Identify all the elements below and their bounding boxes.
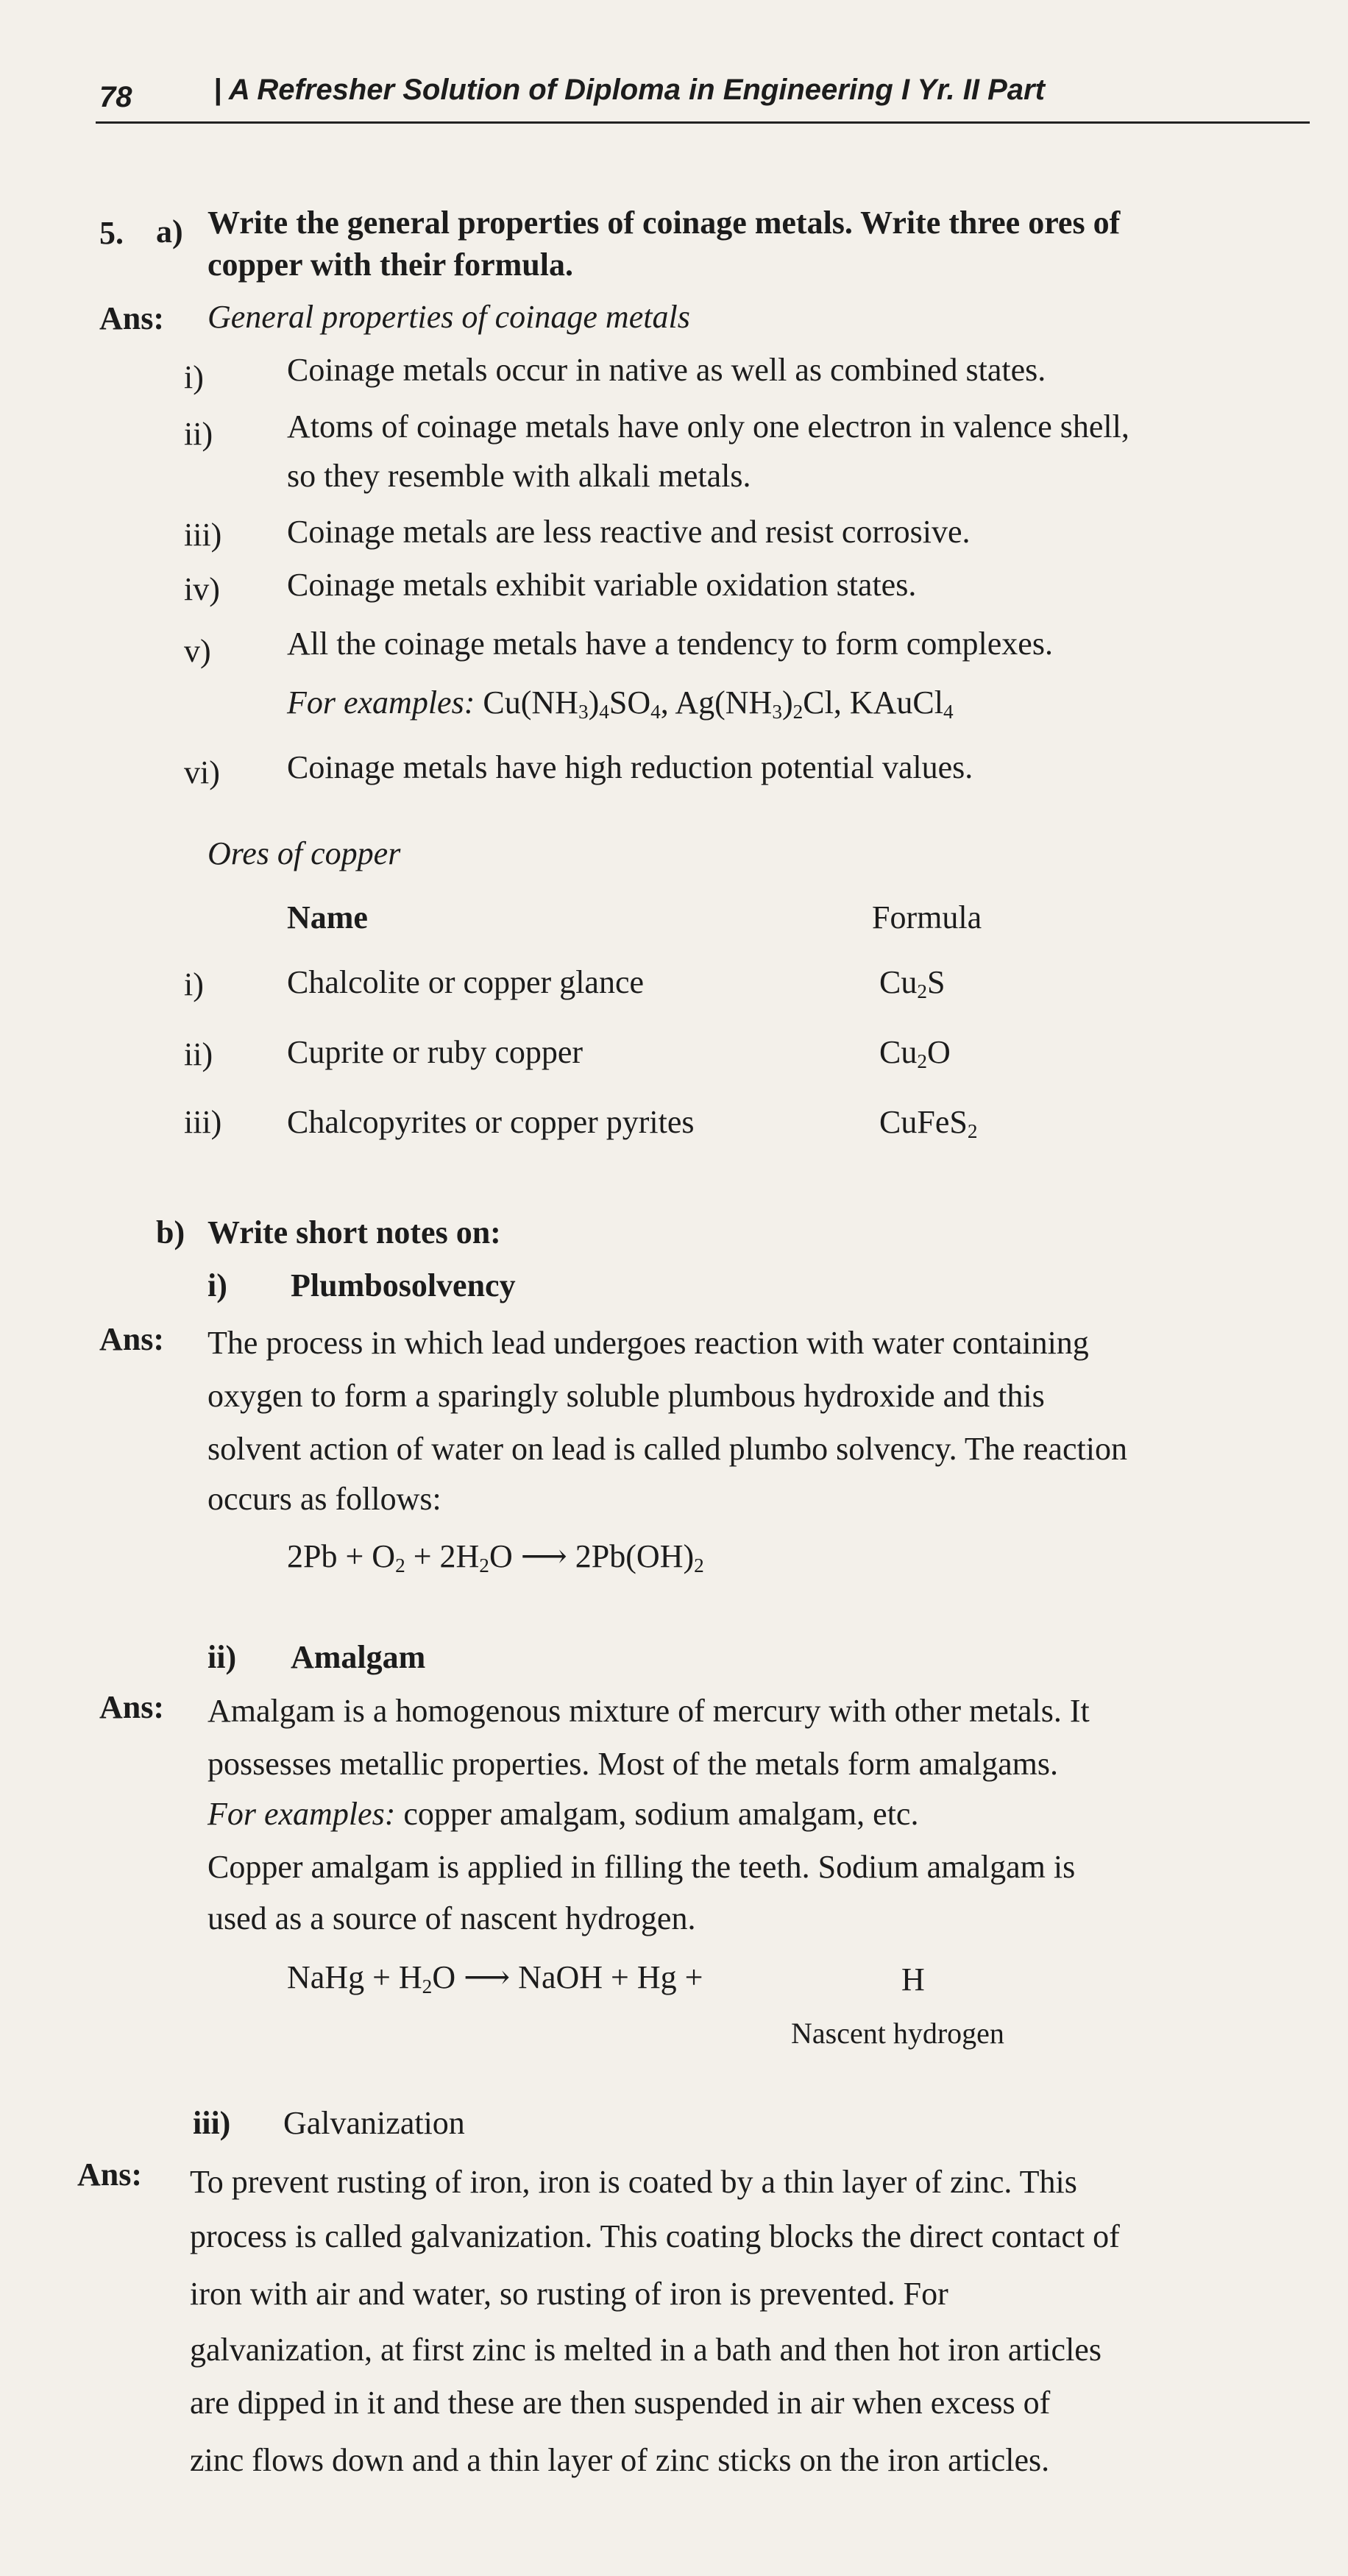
list-item-text: Coinage metals are less reactive and resist corrosive. xyxy=(287,514,971,550)
paragraph-line: The process in which lead undergoes reaction with water containing xyxy=(207,1325,1089,1361)
paragraph-line: For examples: copper amalgam, sodium amalgam, etc. xyxy=(207,1796,919,1832)
table-cell-formula: CuFeS$_2$ xyxy=(879,1104,978,1142)
answer-label: Ans: xyxy=(99,1689,165,1725)
paragraph-line: possesses metallic properties. Most of the metals form amalgams. xyxy=(207,1746,1058,1782)
header-rule xyxy=(96,121,1310,124)
table-row-number: ii) xyxy=(184,1036,213,1072)
list-item-number: v) xyxy=(184,633,211,669)
question-part-label: a) xyxy=(156,213,183,250)
book-title: | A Refresher Solution of Diploma in Engineering I Yr. II Part xyxy=(213,74,1045,106)
paragraph-line: oxygen to form a sparingly soluble plumbous hydroxide and this xyxy=(207,1378,1045,1414)
subtopic-title: Plumbosolvency xyxy=(291,1267,516,1303)
subtopic-number: i) xyxy=(207,1267,227,1303)
properties-heading: General properties of coinage metals xyxy=(207,299,690,335)
question-text: Write short notes on: xyxy=(207,1214,501,1250)
paragraph-line: Copper amalgam is applied in filling the teeth. Sodium amalgam is xyxy=(207,1849,1076,1885)
hydrogen-symbol: H xyxy=(901,1961,925,1998)
paragraph-line: iron with air and water, so rusting of iron is prevented. For xyxy=(190,2276,948,2312)
table-row-number: i) xyxy=(184,966,204,1002)
answer-label: Ans: xyxy=(99,1321,165,1357)
chemical-equation: $2Pb + O_2 + 2H_2O$ ⟶ $2Pb(OH)_2$ xyxy=(287,1538,704,1577)
table-cell-name: Chalcolite or copper glance xyxy=(287,964,645,1000)
subtopic-title: Galvanization xyxy=(283,2105,465,2141)
question-part-label: b) xyxy=(156,1214,185,1250)
list-item-number: ii) xyxy=(184,416,213,452)
nascent-hydrogen-label: Nascent hydrogen xyxy=(791,2017,1004,2050)
ores-heading: Ores of copper xyxy=(207,835,401,871)
table-cell-name: Cuprite or ruby copper xyxy=(287,1034,583,1070)
list-item-text: All the coinage metals have a tendency to form complexes. xyxy=(287,626,1053,662)
column-header-formula: Formula xyxy=(872,899,982,935)
answer-label: Ans: xyxy=(77,2156,143,2193)
subtopic-number: iii) xyxy=(193,2105,231,2141)
list-item-number: iv) xyxy=(184,571,220,607)
column-header-name: Name xyxy=(287,899,368,935)
question-text-line1: Write the general properties of coinage metals. Write three ores of xyxy=(207,205,1121,241)
answer-label: Ans: xyxy=(99,300,165,336)
paragraph-line: To prevent rusting of iron, iron is coated by a thin layer of zinc. This xyxy=(190,2164,1077,2200)
subtopic-title: Amalgam xyxy=(291,1639,426,1675)
paragraph-line: Amalgam is a homogenous mixture of mercury with other metals. It xyxy=(207,1693,1090,1729)
complex-examples: For examples: $Cu(NH_3)_4SO_4$, $Ag(NH_3)_2Cl$, KAuCl$_4$ xyxy=(287,684,954,723)
list-item-number: i) xyxy=(184,359,204,395)
list-item-number: vi) xyxy=(184,754,220,790)
paragraph-line: zinc flows down and a thin layer of zinc sticks on the iron articles. xyxy=(190,2442,1050,2478)
table-cell-formula: $Cu_2S$ xyxy=(879,964,946,1002)
list-item-text-cont: so they resemble with alkali metals. xyxy=(287,458,751,494)
paragraph-line: solvent action of water on lead is called plumbo solvency. The reaction xyxy=(207,1431,1127,1467)
table-cell-formula: $Cu_2O$ xyxy=(879,1034,951,1072)
list-item-text: Coinage metals occur in native as well as combined states. xyxy=(287,352,1046,388)
subtopic-number: ii) xyxy=(207,1639,237,1675)
list-item-text: Coinage metals have high reduction potential values. xyxy=(287,749,973,785)
list-item-text: Atoms of coinage metals have only one electron in valence shell, xyxy=(287,408,1129,445)
list-item-number: iii) xyxy=(184,517,222,553)
question-number: 5. xyxy=(99,215,124,251)
table-cell-name: Chalcopyrites or copper pyrites xyxy=(287,1104,695,1140)
question-text-line2: copper with their formula. xyxy=(207,247,573,283)
page-number: 78 xyxy=(99,81,132,113)
chemical-equation: NaHg + $H_2O$ ⟶ NaOH + Hg + xyxy=(287,1959,703,1998)
paragraph-line: occurs as follows: xyxy=(207,1481,441,1517)
paragraph-line: galvanization, at first zinc is melted in a bath and then hot iron articles xyxy=(190,2332,1102,2368)
paragraph-line: are dipped in it and these are then suspended in air when excess of xyxy=(190,2385,1051,2421)
paragraph-line: process is called galvanization. This coating blocks the direct contact of xyxy=(190,2218,1120,2254)
table-row-number: iii) xyxy=(184,1104,222,1140)
list-item-text: Coinage metals exhibit variable oxidation states. xyxy=(287,567,917,603)
paragraph-line: used as a source of nascent hydrogen. xyxy=(207,1900,696,1936)
